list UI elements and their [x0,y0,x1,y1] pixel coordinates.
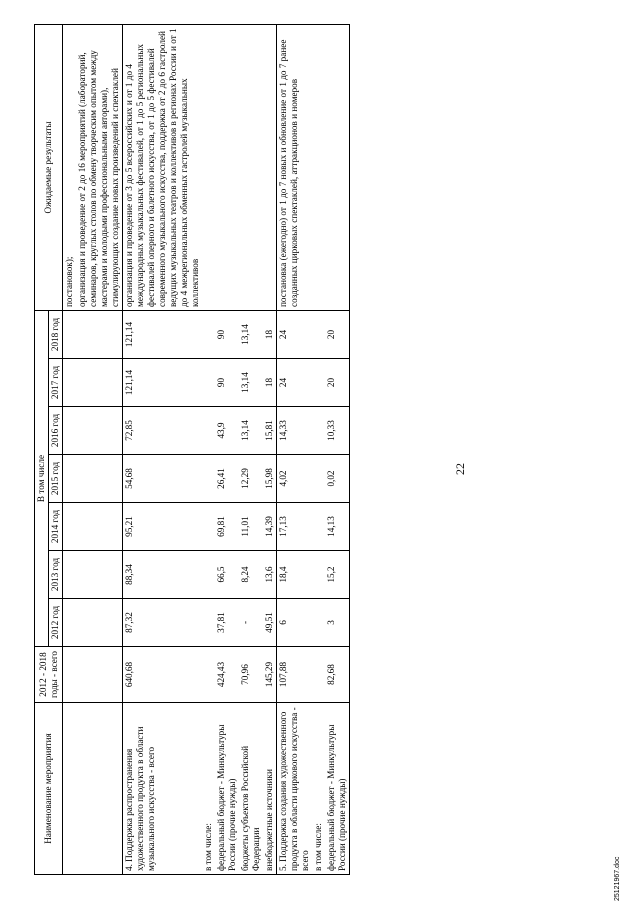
year-value-cell [63,551,77,599]
year-value-cell [312,455,325,503]
activity-name-cell: федеральный бюджет - Минкультуры России (прочие нужды) [325,703,350,875]
year-value-cell: 37,81 [215,599,239,647]
year-value-cell [312,311,325,359]
year-value-cell: 0,02 [325,455,350,503]
header-in-that: В том числе [35,311,49,647]
expected-result-cell: постановка (ежегодно) от 1 до 7 новых и обновление от 1 до 7 ранее созданных цирковых спектаклей, аттракционов и номеров [277,25,313,311]
year-value-cell [76,455,123,503]
year-value-cell [76,311,123,359]
year-value-cell: 24 [277,359,313,407]
year-value-cell: 18 [263,311,277,359]
year-value-cell: 11,01 [239,503,263,551]
table-row [123,25,203,875]
year-value-cell [76,599,123,647]
table-row [202,25,215,875]
expected-result-cell [263,25,277,311]
year-value-cell: 3 [325,599,350,647]
year-value-cell [202,599,215,647]
year-value-cell: 20 [325,311,350,359]
table-row [312,25,325,875]
header-year: 2013 год [49,551,63,599]
expected-result-cell: организация и проведение от 3 до 5 всероссийских и от 1 до 4 международных музыкальных фестивалей, от 1 до 5 региональных фестивалей оперного и балетного искусства, от 1 до 5 фестивалей современного музыкального искусства, поддержка от 2 до 6 гастролей ведущих музыкальных театров и коллективов в регионах России и от 1 до 4 межрегиональных обменных гастролей музыкальных коллективов [123,25,203,311]
year-value-cell [202,359,215,407]
year-value-cell: 18 [263,359,277,407]
table-row [76,25,123,875]
year-value-cell [63,359,77,407]
year-value-cell: 14,39 [263,503,277,551]
year-value-cell [63,599,77,647]
expected-result-cell [202,25,215,311]
year-value-cell [312,551,325,599]
expected-result-cell [325,25,350,311]
table-row [215,25,239,875]
header-year: 2018 год [49,311,63,359]
header-year: 2016 год [49,407,63,455]
year-value-cell [76,551,123,599]
header-year: 2014 год [49,503,63,551]
expected-result-cell [215,25,239,311]
year-value-cell: 18,4 [277,551,313,599]
year-value-cell: 87,32 [123,599,203,647]
year-value-cell: 88,34 [123,551,203,599]
header-total: 2012 - 2018 годы - всего [35,647,63,703]
year-value-cell: 49,51 [263,599,277,647]
total-cell: 424,43 [215,647,239,703]
year-value-cell: 10,33 [325,407,350,455]
activity-name-cell [76,703,123,875]
year-value-cell: 24 [277,311,313,359]
total-cell: 640,68 [123,647,203,703]
year-value-cell [202,311,215,359]
year-value-cell: 90 [215,359,239,407]
program-table [34,24,350,875]
table-row [277,25,313,875]
year-value-cell: 15,81 [263,407,277,455]
year-value-cell [202,551,215,599]
year-value-cell: 4,02 [277,455,313,503]
year-value-cell [312,407,325,455]
header-year: 2017 год [49,359,63,407]
year-value-cell: 17,13 [277,503,313,551]
year-value-cell: 13,14 [239,359,263,407]
year-value-cell: 13,14 [239,407,263,455]
year-value-cell: 95,21 [123,503,203,551]
year-value-cell: 26,41 [215,455,239,503]
total-cell [76,647,123,703]
activity-name-cell: в том числе: [202,703,215,875]
year-value-cell [76,503,123,551]
activity-name-cell: 4. Поддержка распространения художественного продукта в области музыкального искусства - всего [123,703,203,875]
year-value-cell: 14,13 [325,503,350,551]
header-year: 2015 год [49,455,63,503]
year-value-cell: 72,85 [123,407,203,455]
year-value-cell [76,359,123,407]
year-value-cell [63,503,77,551]
page-number: 22 [453,463,467,475]
header-name: Наименование мероприятия [35,703,63,875]
total-cell: 145,29 [263,647,277,703]
year-value-cell: 54,68 [123,455,203,503]
expected-result-cell: организация и проведение от 2 до 16 мероприятий (лабораторий, семинаров, круглых столов по обмену творческим опытом между мастерами и молодыми профессиональными авторами), стимулирующих создание новых произведений и спектаклей [76,25,123,311]
activity-name-cell [63,703,77,875]
year-value-cell: 15,2 [325,551,350,599]
total-cell [63,647,77,703]
year-value-cell [312,503,325,551]
file-footer: 25121967.doc [614,856,621,901]
year-value-cell: 90 [215,311,239,359]
table-body [63,25,350,875]
expected-result-cell [239,25,263,311]
table-row [263,25,277,875]
year-value-cell: - [239,599,263,647]
activity-name-cell: федеральный бюджет - Минкультуры России (прочие нужды) [215,703,239,875]
year-value-cell: 6 [277,599,313,647]
year-value-cell: 14,33 [277,407,313,455]
year-value-cell [76,407,123,455]
year-value-cell: 20 [325,359,350,407]
year-value-cell: 43,9 [215,407,239,455]
year-value-cell: 13,14 [239,311,263,359]
year-value-cell: 69,81 [215,503,239,551]
activity-name-cell: в том числе: [312,703,325,875]
year-value-cell: 12,29 [239,455,263,503]
activity-name-cell: 5. Поддержка создания художественного продукта в области циркового искусства - всего [277,703,313,875]
year-value-cell [63,455,77,503]
table-row [63,25,77,875]
year-value-cell: 8,24 [239,551,263,599]
year-value-cell [202,455,215,503]
header-results: Ожидаемые результаты [35,25,63,311]
expected-result-cell: постановок); [63,25,77,311]
header-year: 2012 год [49,599,63,647]
activity-name-cell: внебюджетные источники [263,703,277,875]
year-value-cell [312,599,325,647]
year-value-cell: 121,14 [123,311,203,359]
total-cell: 82,68 [325,647,350,703]
year-value-cell: 15,98 [263,455,277,503]
year-value-cell [63,407,77,455]
activity-name-cell: бюджеты субъектов Российской Федерации [239,703,263,875]
year-value-cell [202,503,215,551]
year-value-cell: 121,14 [123,359,203,407]
year-value-cell [202,407,215,455]
year-value-cell [312,359,325,407]
table-row [239,25,263,875]
year-value-cell: 13,6 [263,551,277,599]
expected-result-cell [312,25,325,311]
total-cell: 107,88 [277,647,313,703]
total-cell [312,647,325,703]
total-cell [202,647,215,703]
year-value-cell: 66,5 [215,551,239,599]
year-value-cell [63,311,77,359]
table-row [325,25,350,875]
total-cell: 70,96 [239,647,263,703]
